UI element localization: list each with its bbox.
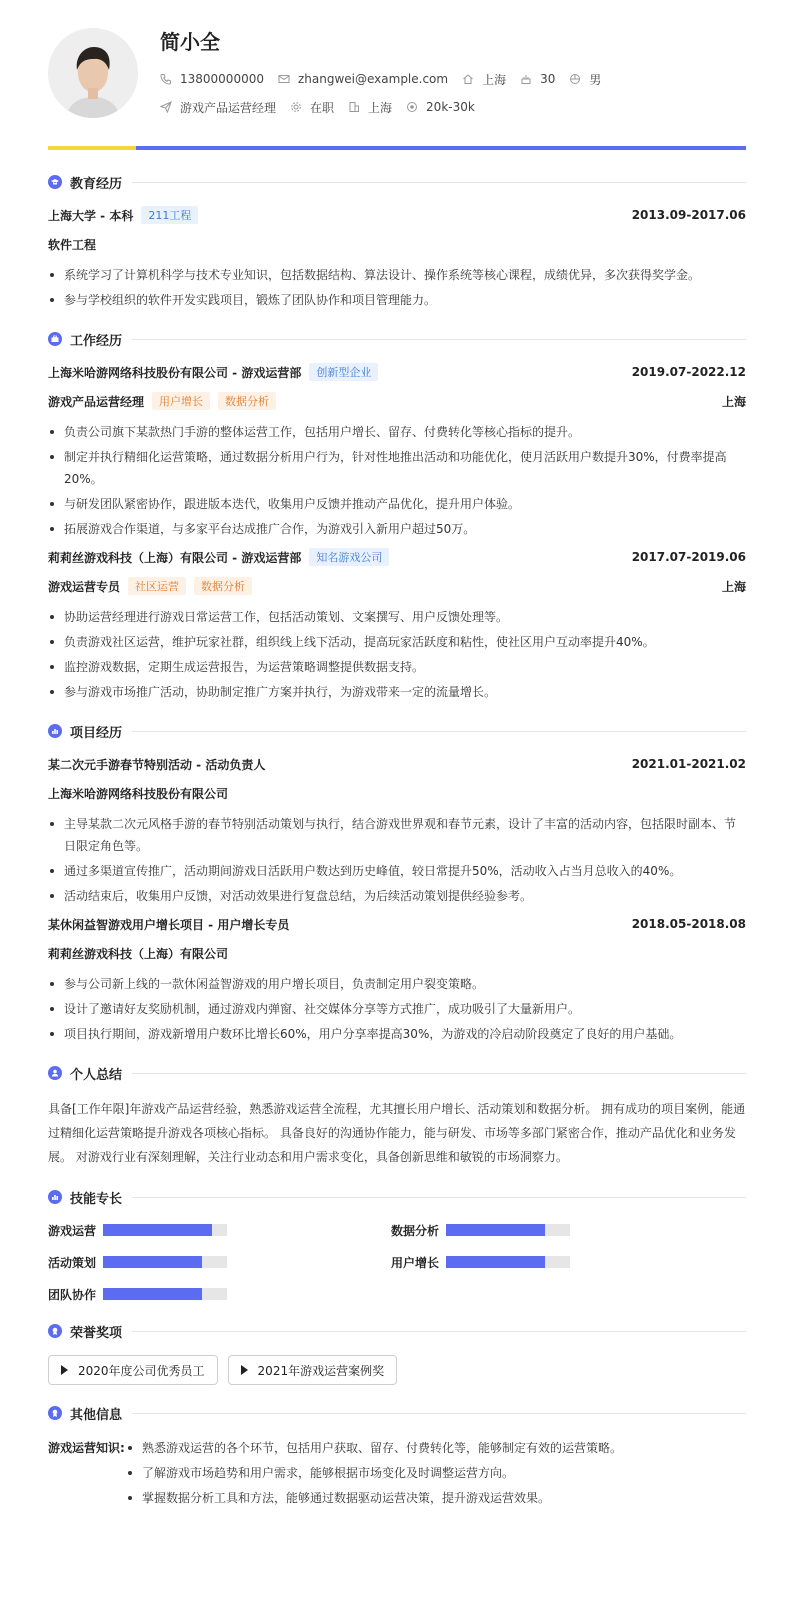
other-info [48, 1437, 746, 1518]
job-row [160, 98, 615, 116]
summary-title: 个人总结 [70, 1067, 123, 1083]
gender-icon [569, 73, 581, 85]
list-item: 拓展游戏合作渠道，与多家平台达成推广合作，为游戏引入新用户超过50万。 [48, 518, 746, 540]
work-city-text: 上海 [368, 100, 393, 115]
status-item [290, 99, 334, 116]
skill-bar [103, 1256, 227, 1268]
work-title: 工作经历 [70, 333, 123, 349]
project-bullets [48, 973, 746, 1045]
list-item: 通过多渠道宣传推广，活动期间游戏日活跃用户数达到历史峰值，较日常提升50%，活动收入占当月总收入的40%。 [48, 860, 746, 882]
company-name: 上海米哈游网络科技股份有限公司 - 游戏运营部 [48, 365, 302, 380]
company-tag: 知名游戏公司 [309, 548, 389, 566]
skill-label: 游戏运营 [48, 1223, 97, 1238]
skill-item [48, 1285, 391, 1303]
section-rule [132, 1413, 746, 1414]
skill-fill [446, 1256, 545, 1268]
education-major-row [48, 235, 746, 253]
play-icon [241, 1365, 248, 1375]
user-icon [48, 1066, 62, 1080]
job-position-row [48, 392, 746, 410]
skill-tag: 数据分析 [218, 392, 276, 410]
section-rule [132, 182, 746, 183]
education-date: 2013.09-2017.06 [631, 208, 746, 222]
skill-item [391, 1221, 722, 1239]
list-item: 设计了邀请好友奖励机制，通过游戏内弹窗、社交媒体分享等方式推广，成功吸引了大量新用户。 [48, 998, 746, 1020]
list-item: 主导某款二次元风格手游的春节特别活动策划与执行，结合游戏世界观和春节元素，设计了丰富的活动内容，包括限时副本、节日限定角色等。 [48, 813, 746, 857]
bar-chart-icon [48, 1190, 62, 1204]
briefcase-icon [48, 332, 62, 346]
age-text: 30 [540, 72, 556, 86]
awards-list [48, 1355, 746, 1385]
skill-label: 用户增长 [391, 1255, 440, 1270]
cake-icon [520, 73, 532, 85]
job-position-row [48, 577, 746, 595]
award-item [228, 1355, 398, 1385]
skills-grid [48, 1221, 746, 1303]
job-header-row [48, 363, 746, 381]
project-header-row [48, 755, 746, 773]
home-icon [462, 73, 474, 85]
send-icon [160, 101, 172, 113]
work-city-item [348, 99, 392, 116]
location-item [462, 71, 506, 88]
gender-text: 男 [589, 72, 602, 87]
project-company-row [48, 784, 746, 802]
resume-header [48, 0, 746, 146]
location-text: 上海 [482, 72, 507, 87]
skill-fill [103, 1224, 212, 1236]
gender-item [569, 71, 601, 88]
list-item: 活动结束后，收集用户反馈，对活动效果进行复盘总结，为后续活动策划提供经验参考。 [48, 885, 746, 907]
skill-item [391, 1253, 722, 1271]
job-title-item [160, 99, 276, 116]
skill-fill [103, 1256, 202, 1268]
coin-icon [406, 101, 418, 113]
list-item: 参与公司新上线的一款休闲益智游戏的用户增长项目，负责制定用户裂变策略。 [48, 973, 746, 995]
candidate-name: 简小全 [160, 30, 220, 54]
list-item: 了解游戏市场趋势和用户需求，能够根据市场变化及时调整运营方向。 [126, 1462, 622, 1484]
other-section-title [48, 1403, 746, 1423]
job-date: 2019.07-2022.12 [631, 365, 746, 379]
job-city: 上海 [721, 579, 746, 594]
position-name: 游戏运营专员 [48, 579, 121, 594]
list-item: 参与学校组织的软件开发实践项目，锻炼了团队协作和项目管理能力。 [48, 289, 746, 311]
skill-label: 数据分析 [391, 1223, 440, 1238]
education-bullets [48, 264, 746, 311]
award-icon [48, 1406, 62, 1420]
section-rule [132, 1073, 746, 1074]
section-rule [132, 1197, 746, 1198]
other-label: 游戏运营知识: [48, 1441, 125, 1455]
project-date: 2021.01-2021.02 [631, 757, 746, 771]
projects-title: 项目经历 [70, 725, 123, 741]
project-name: 某二次元手游春节特别活动 - 活动负责人 [48, 757, 266, 772]
project-name: 某休闲益智游戏用户增长项目 - 用户增长专员 [48, 917, 290, 932]
job-header-row [48, 548, 746, 566]
awards-section-title [48, 1321, 746, 1341]
list-item: 项目执行期间，游戏新增用户数环比增长60%，用户分享率提高30%，为游戏的冷启动阶段奠定了良好的用户基础。 [48, 1023, 746, 1045]
building-icon [348, 101, 360, 113]
list-item: 与研发团队紧密协作，跟进版本迭代，收集用户反馈并推动产品优化，提升用户体验。 [48, 493, 746, 515]
skill-tag: 用户增长 [152, 392, 210, 410]
phone-icon [160, 73, 172, 85]
section-rule [132, 731, 746, 732]
skill-bar [446, 1224, 570, 1236]
project-company-row [48, 944, 746, 962]
list-item: 熟悉游戏运营的各个环节，包括用户获取、留存、付费转化等，能够制定有效的运营策略。 [126, 1437, 622, 1459]
header-divider-accent [48, 146, 136, 150]
play-icon [61, 1365, 68, 1375]
skills-section-title [48, 1187, 746, 1207]
age-item [520, 72, 555, 86]
education-title: 教育经历 [70, 176, 123, 192]
list-item: 负责公司旗下某款热门手游的整体运营工作，包括用户增长、留存、付费转化等核心指标的提升。 [48, 421, 746, 443]
summary-text: 具备[工作年限]年游戏产品运营经验，熟悉游戏运营全流程，尤其擅长用户增长、活动策划和数据分析。 拥有成功的项目案例，能通过精细化运营策略提升游戏各项核心指标。 具备良好的沟通协作能力，能与研发、市场等多部门紧密合作，推动产品优化和业务发展。 对游戏行业有深刻理解，关注行业动态和用户需求变化，具备创新思维和敏锐的市场洞察力。 [48, 1102, 746, 1164]
section-rule [132, 339, 746, 340]
awards-title: 荣誉奖项 [70, 1325, 123, 1341]
award-icon [48, 1324, 62, 1338]
avatar [48, 28, 138, 118]
job-title-text: 游戏产品运营经理 [180, 100, 277, 115]
project-company: 莉莉丝游戏科技（上海）有限公司 [48, 946, 229, 961]
work-section-title [48, 329, 746, 349]
job-bullets [48, 421, 746, 540]
company-tag: 创新型企业 [309, 363, 378, 381]
phone-item [160, 72, 264, 86]
email-text: zhangwei@example.com [297, 72, 449, 86]
mail-icon [278, 73, 290, 85]
project-company: 上海米哈游网络科技股份有限公司 [48, 786, 229, 801]
skill-bar [103, 1288, 227, 1300]
other-title: 其他信息 [70, 1407, 123, 1423]
position-name: 游戏产品运营经理 [48, 394, 145, 409]
bar-chart-icon [48, 724, 62, 738]
summary-section-title [48, 1063, 746, 1083]
project-bullets [48, 813, 746, 907]
award-item [48, 1355, 218, 1385]
status-text: 在职 [310, 100, 335, 115]
header-divider [48, 146, 746, 150]
skill-item [48, 1253, 391, 1271]
email-item [278, 72, 448, 86]
salary-text: 20k-30k [426, 100, 475, 114]
job-date: 2017.07-2019.06 [631, 550, 746, 564]
project-date: 2018.05-2018.08 [631, 917, 746, 931]
skill-bar [446, 1256, 570, 1268]
skill-fill [446, 1224, 545, 1236]
skill-item [48, 1221, 391, 1239]
school-name: 上海大学 - 本科 [48, 208, 134, 223]
school-tag: 211工程 [141, 206, 198, 224]
gear-icon [290, 101, 302, 113]
education-section-title [48, 172, 746, 192]
skill-bar [103, 1224, 227, 1236]
job-bullets [48, 606, 746, 703]
list-item: 协助运营经理进行游戏日常运营工作，包括活动策划、文案撰写、用户反馈处理等。 [48, 606, 746, 628]
graduation-cap-icon [48, 175, 62, 189]
project-header-row [48, 915, 746, 933]
list-item: 监控游戏数据，定期生成运营报告，为运营策略调整提供数据支持。 [48, 656, 746, 678]
list-item: 制定并执行精细化运营策略，通过数据分析用户行为，针对性地推出活动和功能优化，使月活跃用户数提升30%，付费率提高20%。 [48, 446, 746, 490]
skill-tag: 社区运营 [128, 577, 186, 595]
contact-row [160, 70, 615, 88]
salary-item [406, 100, 475, 114]
education-header-row [48, 206, 746, 224]
projects-section-title [48, 721, 746, 741]
list-item: 掌握数据分析工具和方法，能够通过数据驱动运营决策，提升游戏运营效果。 [126, 1487, 622, 1509]
company-name: 莉莉丝游戏科技（上海）有限公司 - 游戏运营部 [48, 550, 302, 565]
list-item: 系统学习了计算机科学与技术专业知识，包括数据结构、算法设计、操作系统等核心课程，成绩优异，多次获得奖学金。 [48, 264, 746, 286]
job-city: 上海 [721, 394, 746, 409]
other-bullets [126, 1437, 622, 1512]
list-item: 参与游戏市场推广活动，协助制定推广方案并执行，为游戏带来一定的流量增长。 [48, 681, 746, 703]
skill-label: 团队协作 [48, 1287, 97, 1302]
list-item: 负责游戏社区运营，维护玩家社群，组织线上线下活动，提高玩家活跃度和粘性，使社区用户互动率提升40%。 [48, 631, 746, 653]
major: 软件工程 [48, 237, 97, 252]
award-label: 2021年游戏运营案例奖 [257, 1363, 385, 1378]
phone-text: 13800000000 [180, 72, 264, 86]
skill-tag: 数据分析 [194, 577, 252, 595]
skills-title: 技能专长 [70, 1191, 123, 1207]
skill-fill [103, 1288, 202, 1300]
section-rule [132, 1331, 746, 1332]
award-label: 2020年度公司优秀员工 [78, 1363, 205, 1378]
skill-label: 活动策划 [48, 1255, 97, 1270]
